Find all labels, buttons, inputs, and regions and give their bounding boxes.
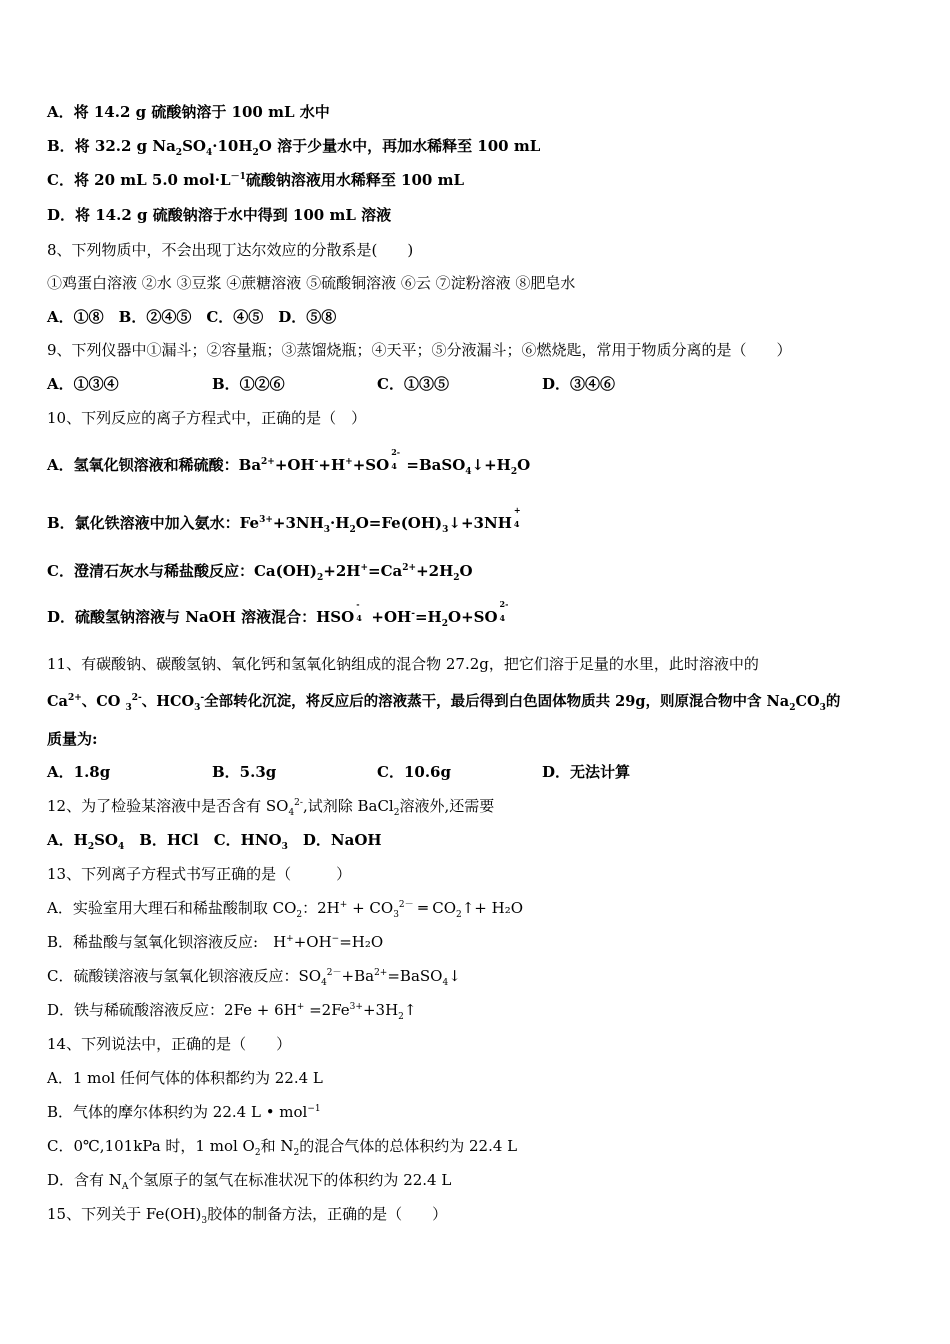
- q11-stem-line2: $Ca^{2+}$、CO $_3^{2-}$、$HCO_3^-$全部转化沉淀，将反应后的溶液蒸干，最后得到白色固体物质共 29g，则原混合物中含 $Na_2CO_3$的: [47, 693, 841, 713]
- q13-option-d: D．铁与稀硫酸溶液反应：$2Fe + 6H^+ =2Fe^{3+}+3H_2↑$: [47, 1001, 417, 1022]
- q11-option-b: B．5.3g: [212, 763, 277, 781]
- q7-option-b: B．将 32.2 g $Na_2SO_4\cdot 10H_2O$ 溶于少量水中，再加水稀释至 100 mL: [47, 137, 541, 158]
- q13-option-a: A．实验室用大理石和稀盐酸制取 $CO_2$：$2H^+ + CO_3^{2-}$ ═ $CO_2↑+ H_2O$: [47, 899, 524, 920]
- q11-stem-line3: 质量为:: [47, 730, 98, 748]
- q13-stem: 13、下列离子方程式书写正确的是（ ）: [47, 865, 352, 883]
- q14-option-a: A．1 mol 任何气体的体积都约为 22.4 L: [47, 1069, 323, 1087]
- q8-options: A．①⑧ B．②④⑤ C．④⑤ D．⑤⑧: [47, 308, 337, 326]
- q10-option-b: B．氯化铁溶液中加入氨水：$Fe^{3+}+3NH_3\cdot H_2O=Fe(OH)_3↓+3NH$ + 4: [47, 505, 521, 535]
- q9-stem: 9、下列仪器中①漏斗；②容量瓶；③蒸馏烧瓶；④天平；⑤分液漏斗；⑥燃烧匙，常用于物质分离的是（ ）: [47, 341, 792, 359]
- q10-option-c: C．澄清石灰水与稀盐酸反应：$Ca(OH)_2+2H^+=Ca^{2+}+2H_2O$: [47, 562, 473, 583]
- q9-option-d: D．③④⑥: [542, 375, 616, 393]
- q11-stem-line1: 11、有碳酸钠、碳酸氢钠、氧化钙和氢氧化钠组成的混合物 27.2g，把它们溶于足量的水里，此时溶液中的: [47, 655, 759, 673]
- q9-option-a: A．①③④: [47, 375, 119, 393]
- q8-stem: 8、下列物质中，不会出现丁达尔效应的分散系是( ): [47, 241, 414, 259]
- q13-option-c: C．硫酸镁溶液与氢氧化钡溶液反应：$SO_4^{2-}+Ba^{2+}=BaSO_4↓$: [47, 967, 461, 988]
- q7-option-a: A．将 14.2 g 硫酸钠溶于 100 mL 水中: [47, 103, 330, 121]
- q10-stem: 10、下列反应的离子方程式中，正确的是（ ）: [47, 409, 367, 427]
- q10-option-a: A．氢氧化钡溶液和稀硫酸：$Ba^{2+}+OH^-+H^++SO$ 2- 4 $=BaSO_4↓+H_2O$: [47, 447, 531, 477]
- q9-options: [47, 374, 615, 394]
- q9-option-c: C．①③⑤: [377, 375, 449, 393]
- q12-stem: 12、为了检验某溶液中是否含有 $SO_4^{2-}$,试剂除 BaCl$_2$溶液外,还需要: [47, 797, 495, 818]
- q14-option-c: C．0℃,101kPa 时，1 mol $O_2$和 $N_2$的混合气体的总体积约为 22.4 L: [47, 1137, 518, 1158]
- q14-option-b: B．气体的摩尔体积约为 22.4 L • mol$^{-1}$: [47, 1103, 321, 1121]
- q8-items: ①鸡蛋白溶液 ②水 ③豆浆 ④蔗糖溶液 ⑤硫酸铜溶液 ⑥云 ⑦淀粉溶液 ⑧肥皂水: [47, 274, 576, 292]
- q10-option-d: D．硫酸氢钠溶液与 NaOH 溶液混合：HSO - 4 $+OH^-=H_2O+SO$ 2- 4: [47, 599, 509, 629]
- q11-option-a: A．1.8g: [47, 763, 111, 781]
- q12-options: A．$H_2SO_4$ B．HCl C．$HNO_3$ D．NaOH: [47, 831, 382, 852]
- q14-stem: 14、下列说法中，正确的是（ ）: [47, 1035, 292, 1053]
- q15-stem: 15、下列关于 $Fe(OH)_3$胶体的制备方法，正确的是（ ）: [47, 1205, 448, 1226]
- q11-option-c: C．10.6g: [377, 763, 451, 781]
- q14-option-d: D．含有 $N_A$个氢原子的氢气在标准状况下的体积约为 22.4 L: [47, 1171, 452, 1192]
- q7-option-c: C．将 20 mL 5.0 $mol\cdot L^{-1}$硫酸钠溶液用水稀释至 100 mL: [47, 171, 465, 189]
- q9-option-b: B．①②⑥: [212, 375, 285, 393]
- q7-option-d: D．将 14.2 g 硫酸钠溶于水中得到 100 mL 溶液: [47, 206, 392, 224]
- q11-option-d: D．无法计算: [542, 763, 631, 781]
- q13-option-b: B．稀盐酸与氢氧化钡溶液反应: H++OH−=H₂O: [47, 933, 384, 951]
- q11-options: [47, 762, 630, 782]
